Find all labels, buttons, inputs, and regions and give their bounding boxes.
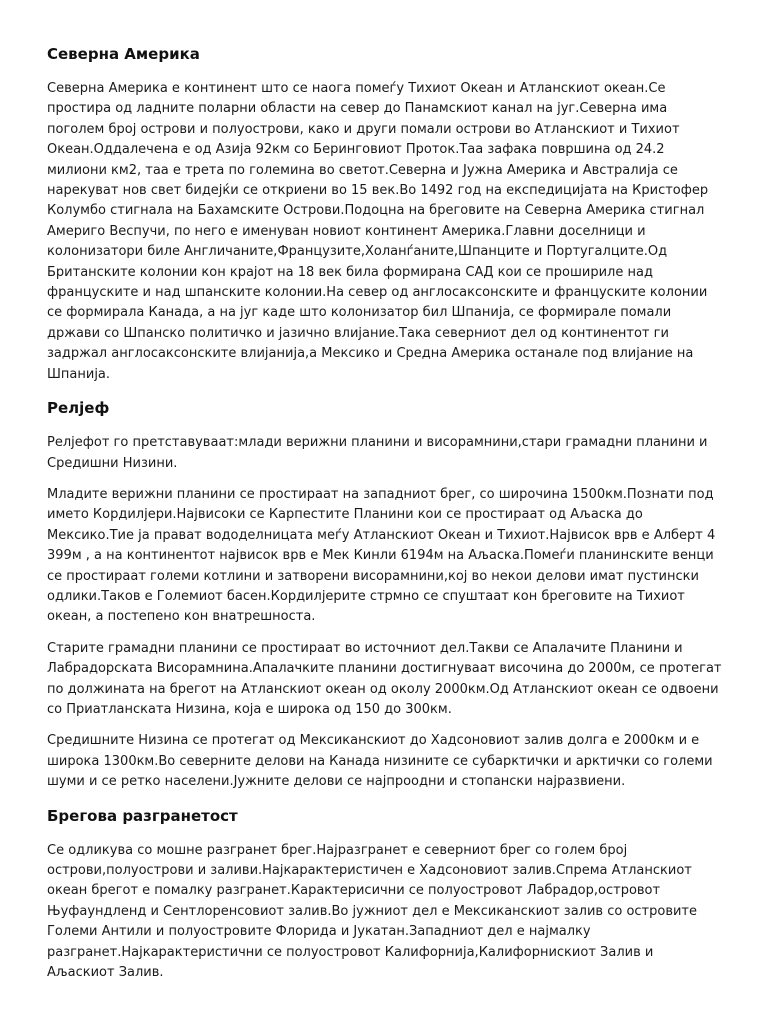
- heading-relief: Релјеф: [47, 399, 110, 418]
- heading-north-america: Северна Америка: [47, 45, 200, 63]
- section-north-america: [47, 44, 723, 385]
- paragraph-relief-old-mountains: Старите грамадни планини се простираат во источниот дел.Такви се Апалачите Планини и Лабрадорската Висорамнина.Апалачките планини достигнуваат височина до 2000м, се протегат по должината на брегот на Атланскиот океан од околу 2000км.Од Атланскиот океан се одвоени со Приатланската Низина, која е широка од 150 до 300км.: [47, 640, 722, 717]
- section-relief: [47, 398, 723, 793]
- paragraph-relief-young-mountains: Младите верижни планини се простираат на западниот брег, со широчина 1500км.Познати под името Кордилјери.Највисоки се Карпестите Планини кои се простираат од Аљаска до Мексико.Тие ја прават вододелницата меѓу Атланскиот Океан и Тихиот.Највисок врв е Алберт 4 399м , а на континентот највисок врв е Мек Кинли 6194м на Аљаска.Помеѓи планинските венци се простираат големи котлини и затворени висорамнини,кој во некои делови имат пустински одлики.Таков е Големиот басен.Кордилјерите стрмно се спуштаат кон бреговите на Тихиот океан, а постепено кон внатрешноста.: [47, 486, 716, 625]
- paragraph-relief-overview: Релјефот го претставуваат:млади верижни планини и висорамнини,стари грамадни планини и Средишни Низини.: [47, 435, 708, 471]
- heading-coastline: Брегова разгранетост: [47, 806, 238, 825]
- paragraph-relief-central-lowlands: Средишните Низина се протегат од Мексиканскиот до Хадсоновиот залив долга е 2000км и е широка 1300км.Во северните делови на Канада низините се субарктички и арктички со големи шуми и се ретко населени.Јужните делови се најпроодни и стопански најразвиени.: [47, 733, 713, 790]
- section-coastline: [47, 806, 723, 984]
- document-page: [47, 44, 723, 983]
- paragraph-north-america-intro: Северна Америка е континент што се наога помеѓу Тихиот Океан и Атланскиот океан.Се простира од ладните поларни области на север до Панамскиот канал на југ.Северна има поголем број острови и полуострови, како и други помали острови во Атланскиот и Тихиот Океан.Оддалечена е од Азија 92км со Беринговиот Проток.Таа зафака површина од 24.2 милиони км2, таа е трета по големина во светот.Северна и Јужна Америка и Австралија се нарекуват нов свет бидејќи се откриени во 15 век.Во 1492 год на експедицијата на Кристофер Колумбо стигнала на Бахамските Острови.Подоцна на бреговите на Северна Америка стигнал Америго Веспучи, по него е именуван новиот континент Америка.Главни доселници и колонизатори биле Англичаните,Французите,Холанѓаните,Шпанците и Португалците.Од Британските колонии кон крајот на 18 век била формирана САД кои се прошириле над француските и над шпанските колонии.На север од англосаксонските и француските колонии се формирала Канада, а на југ каде што колонизатор бил Шпанија, се формирале помали држави со Шпанско политичко и јазично влијание.Така северниот дел од континентот ги задржал англосаксонските влијанија,а Мексико и Средна Америка останале под влијание на Шпанија.: [47, 81, 709, 382]
- paragraph-coastline: Се одликува со мошне разгранет брег.Најразгранет е северниот брег со голем број острови,полуострови и заливи.Најкарактеристичен е Хадсоновиот залив.Спрема Атланскиот океан брегот е помалку разгранет.Карактерисични се полуостровот Лабрадор,островот Њуфаундленд и Сентлоренсовиот залив.Во јужниот дел е Мексиканскиот залив со островите Големи Антили и полуостровите Флорида и Јукатан.Западниот дел е најмалку разгранет.Најкарактеристични се полуостровот Калифорнија,Калифорнискиот Залив и Аљаскиот Залив.: [47, 842, 698, 981]
